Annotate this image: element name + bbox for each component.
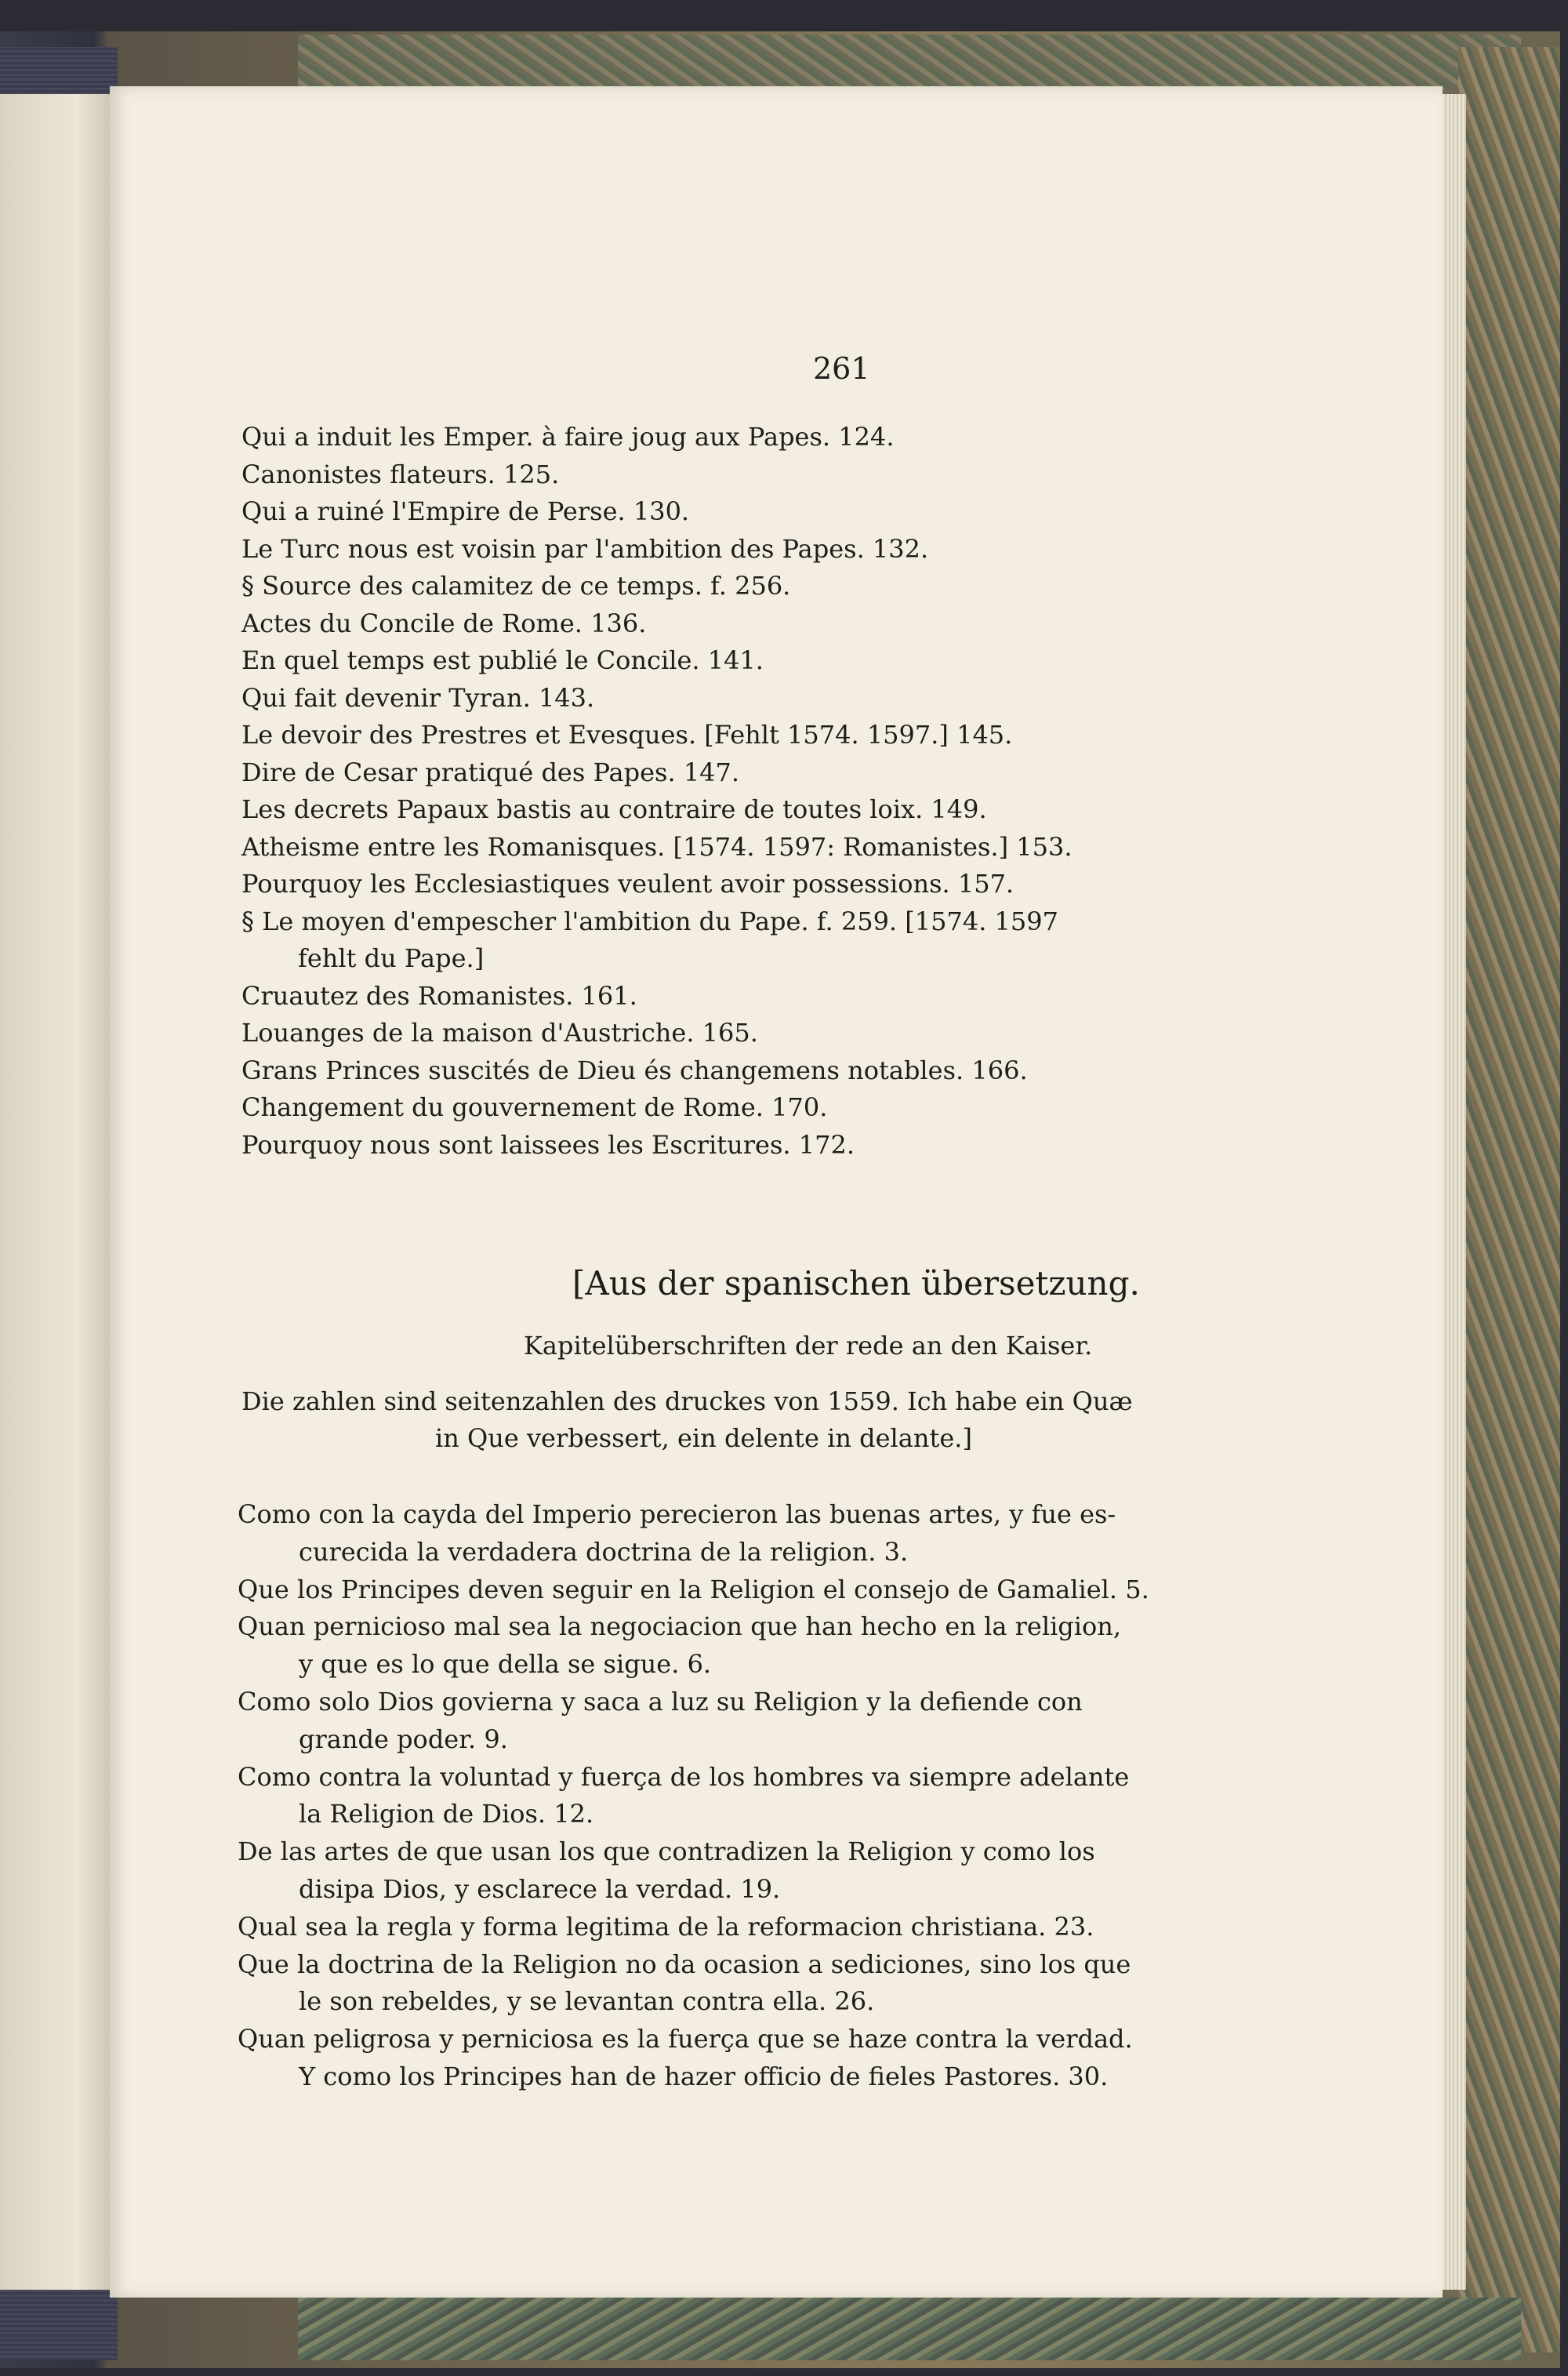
list-item-line: § Source des calamitez de ce temps. f. 256.: [241, 571, 791, 601]
list-item-line: Le devoir des Prestres et Evesques. [Fehlt 1574. 1597.] 145.: [241, 720, 1013, 750]
list-item-line: Louanges de la maison d'Austriche. 165.: [241, 1018, 758, 1048]
list-item-line: Qui fait devenir Tyran. 143.: [241, 682, 595, 713]
list-item-line: Quan pernicioso mal sea la negociacion que han hecho en la religion,: [238, 1611, 1122, 1642]
list-item-line: De las artes de que usan los que contradizen la Religion y como los: [238, 1836, 1095, 1867]
list-item-line: Le Turc nous est voisin par l'ambition des Papes. 132.: [241, 533, 929, 564]
list-item-line: Dire de Cesar pratiqué des Papes. 147.: [241, 757, 740, 787]
list-item-line: Qual sea la regla y forma legitima de la reformacion christiana. 23.: [238, 1911, 1094, 1942]
list-item-line: Qui a ruiné l'Empire de Perse. 130.: [241, 496, 690, 526]
list-item-line: Canonistes flateurs. 125.: [241, 459, 560, 489]
page-number: 261: [813, 351, 870, 386]
list-item-line: le son rebeldes, y se levantan contra ella. 26.: [299, 1986, 875, 2017]
list-item-line: Changement du gouvernement de Rome. 170.: [241, 1092, 828, 1122]
book-page: [110, 86, 1443, 2298]
list-item-line: fehlt du Pape.]: [298, 943, 485, 973]
list-item-line: Como contra la voluntad y fuerça de los hombres va siempre adelante: [238, 1761, 1130, 1792]
list-item-line: Como solo Dios govierna y saca a luz su Religion y la defiende con: [238, 1687, 1083, 1717]
list-item-line: grande poder. 9.: [299, 1724, 508, 1754]
list-item-line: Que los Principes deven seguir en la Religion el consejo de Gamaliel. 5.: [238, 1574, 1149, 1604]
list-item-line: y que es lo que della se sigue. 6.: [299, 1649, 712, 1680]
cover-marbled-top: [298, 35, 1521, 89]
list-item-line: Como con la cayda del Imperio perecieron las buenas artes, y fue es-: [238, 1499, 1116, 1529]
cover-marbled-bottom: [298, 2298, 1521, 2360]
list-item-line: Les decrets Papaux bastis au contraire de toutes loix. 149.: [241, 794, 987, 824]
list-item-line: Quan peligrosa y perniciosa es la fuerça que se haze contra la verdad.: [238, 2024, 1133, 2054]
list-item-line: curecida la verdadera doctrina de la religion. 3.: [299, 1536, 909, 1567]
list-item-line: Que la doctrina de la Religion no da ocasion a sediciones, sino los que: [238, 1949, 1131, 1979]
list-item-line: la Religion de Dios. 12.: [299, 1799, 594, 1829]
note-line: in Que verbessert, ein delente in delante.]: [435, 1423, 972, 1453]
list-item-line: Atheisme entre les Romanisques. [1574. 1597: Romanistes.] 153.: [241, 831, 1073, 862]
list-item-line: Cruautez des Romanistes. 161.: [241, 980, 637, 1011]
section-heading: [Aus der spanischen übersetzung.: [572, 1264, 1140, 1302]
list-item-line: § Le moyen d'empescher l'ambition du Pape. f. 259. [1574. 1597: [241, 906, 1058, 936]
list-item-line: Qui a induit les Emper. à faire joug aux Papes. 124.: [241, 422, 895, 452]
list-item-line: Pourquoy les Ecclesiastiques veulent avoir possessions. 157.: [241, 869, 1014, 899]
list-item-line: Actes du Concile de Rome. 136.: [241, 608, 647, 638]
note-line: Die zahlen sind seitenzahlen des druckes von 1559. Ich habe ein Quæ: [241, 1386, 1133, 1416]
list-item-line: En quel temps est publié le Concile. 141.: [241, 645, 764, 675]
cover-marbled-right: [1458, 47, 1560, 2352]
list-item-line: disipa Dios, y esclarece la verdad. 19.: [299, 1874, 781, 1904]
list-item-line: Y como los Principes han de hazer officio de fieles Pastores. 30.: [299, 2062, 1109, 2091]
section-subheading: Kapitelüberschriften der rede an den Kaiser.: [524, 1331, 1093, 1361]
list-item-line: Grans Princes suscités de Dieu és changemens notables. 166.: [241, 1055, 1028, 1085]
list-item-line: Pourquoy nous sont laissees les Escritures. 172.: [241, 1129, 855, 1160]
facing-page-edge: [0, 94, 110, 2290]
